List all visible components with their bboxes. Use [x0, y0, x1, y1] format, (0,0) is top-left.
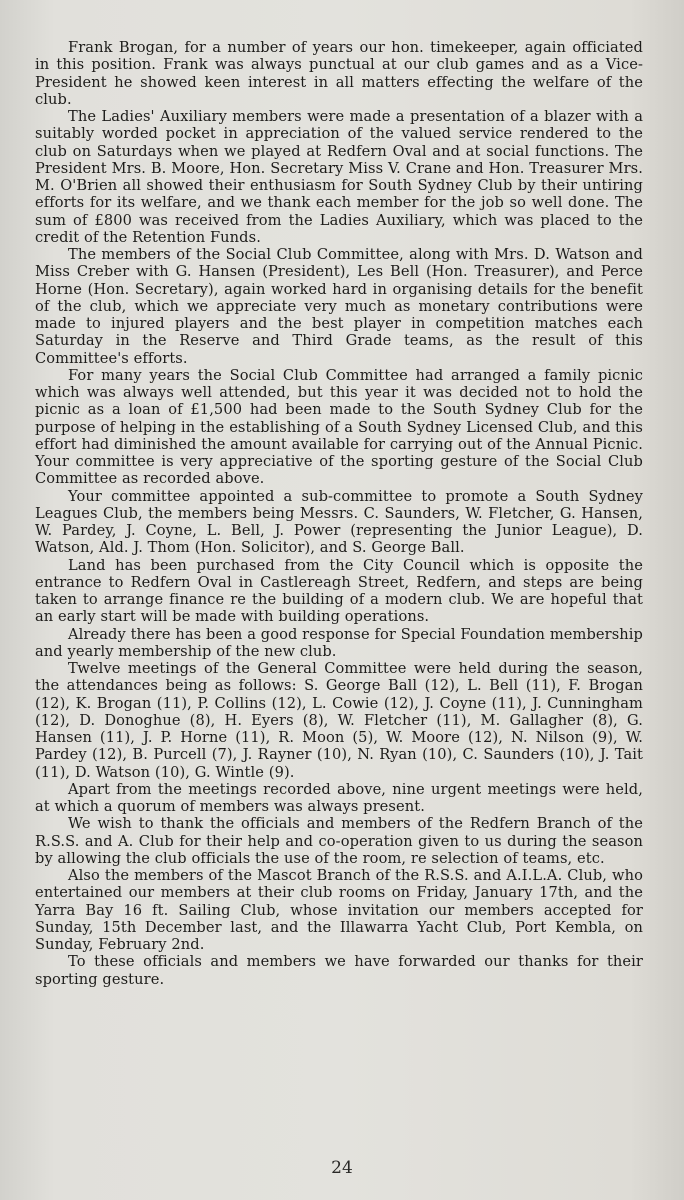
paragraph-timekeeper: Frank Brogan, for a number of years our hon. timekeeper, again officiated in this position. Frank was always punctual at our club games and as a Vice-President he showed keen interest in all matters effecting the welfare of the club.	[35, 39, 643, 108]
paragraph-social-club-committee: The members of the Social Club Committee, along with Mrs. D. Watson and Miss Creber with G. Hansen (President), Les Bell (Hon. Treasurer), and Perce Horne (Hon. Secretary), again worked hard in organising details for the benefit of the club, which we appreciate very much as monetary contributions were made to injured players and the best player in competition matches each Saturday in the Reserve and Third Grade teams, as the result of this Committee's efforts.	[35, 246, 643, 367]
paragraph-urgent-meetings: Apart from the meetings recorded above, nine urgent meetings were held, at which a quorum of members was always present.	[35, 780, 643, 815]
paragraph-foundation-membership: Already there has been a good response for Special Foundation membership and yearly membership of the new club.	[35, 625, 643, 660]
paragraph-closing-thanks: To these officials and members we have forwarded our thanks for their sporting gesture.	[35, 953, 643, 988]
paragraph-sub-committee: Your committee appointed a sub-committee to promote a South Sydney Leagues Club, the members being Messrs. C. Saunders, W. Fletcher, G. Hansen, W. Pardey, J. Coyne, L. Bell, J. Power (representing the Junior League), D. Watson, Ald. J. Thom (Hon. Solicitor), and S. George Ball.	[35, 487, 643, 557]
body-text	[35, 39, 643, 988]
paragraph-committee-attendance: Twelve meetings of the General Committee were held during the season, the attendances being as follows: S. George Ball (12), L. Bell (11), F. Brogan (12), K. Brogan (11), P. Collins (12), L. Cowie (12), J. Coyne (11), J. Cunningham (12), D. Donoghue (8), H. Eyers (8), W. Fletcher (11), M. Gallagher (8), G. Hansen (11), J. P. Horne (11), R. Moon (5), W. Moore (12), N. Nilson (9), W. Pardey (12), B. Purcell (7), J. Rayner (10), N. Ryan (10), C. Saunders (10), J. Tait (11), D. Watson (10), G. Wintle (9).	[35, 660, 643, 781]
paragraph-family-picnic: For many years the Social Club Committee had arranged a family picnic which was always well attended, but this year it was decided not to hold the picnic as a loan of £1,500 had been made to the South Sydney Club for the purpose of helping in the establishing of a South Sydney Licensed Club, and this effort had diminished the amount available for carrying out of the Annual Picnic. Your committee is very appreciative of the sporting gesture of the Social Club Committee as recorded above.	[35, 366, 643, 488]
paragraph-land-purchase: Land has been purchased from the City Council which is opposite the entrance to Redfern Oval in Castlereagh Street, Redfern, and steps are being taken to arrange finance re the building of a modern club. We are hopeful that an early start will be made with building operations.	[35, 556, 643, 626]
page-number: 24	[331, 1158, 353, 1178]
paragraph-mascot-branch: Also the members of the Mascot Branch of the R.S.S. and A.I.L.A. Club, who entertained our members at their club rooms on Friday, January 17th, and the Yarra Bay 16 ft. Sailing Club, whose invitation our members accepted for Sunday, 15th December last, and the Illawarra Yacht Club, Port Kembla, on Sunday, February 2nd.	[35, 867, 643, 953]
paragraph-ladies-auxiliary: The Ladies' Auxiliary members were made a presentation of a blazer with a suitably worded pocket in appreciation of the valued service rendered to the club on Saturdays when we played at Redfern Oval and at social functions. The President Mrs. B. Moore, Hon. Secretary Miss V. Crane and Hon. Treasurer Mrs. M. O'Brien all showed their enthusiasm for South Sydney Club by their untiring efforts for its welfare, and we thank each member for the job so well done. The sum of £800 was received from the Ladies Auxiliary, which was placed to the credit of the Retention Funds.	[35, 108, 643, 246]
paragraph-redfern-branch-thanks: We wish to thank the officials and members of the Redfern Branch of the R.S.S. and A. Club for their help and co-operation given to us during the season by allowing the club officials the use of the room, re selection of teams, etc.	[35, 815, 643, 867]
